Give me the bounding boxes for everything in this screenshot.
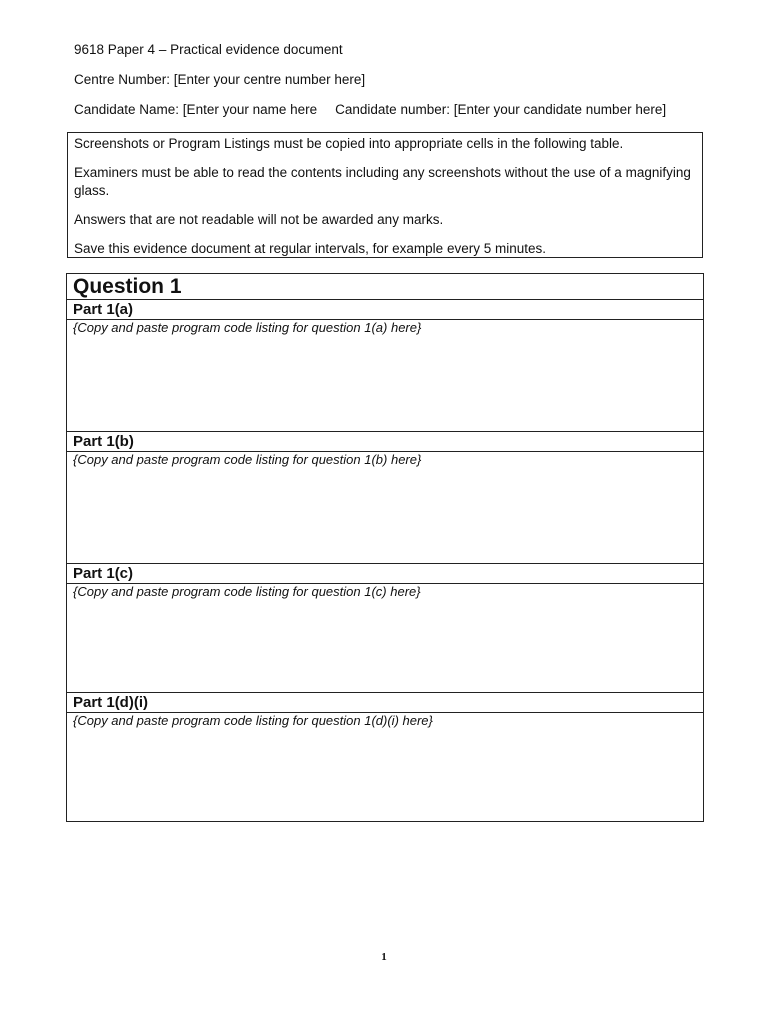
question-table: [66, 273, 704, 822]
instruction-text: Examiners must be able to read the contents including any screenshots without the use of a magnifying glass.: [74, 165, 691, 198]
answer-cell[interactable]: [67, 320, 703, 432]
answer-cell[interactable]: [67, 452, 703, 564]
instruction-text: Save this evidence document at regular intervals, for example every 5 minutes.: [74, 241, 546, 256]
centre-number-field[interactable]: Centre Number: [Enter your centre number here]: [74, 72, 366, 87]
question-title: Question 1: [67, 274, 703, 300]
answer-placeholder: {Copy and paste program code listing for question 1(b) here}: [73, 452, 422, 467]
part-label: Part 1(c): [67, 564, 703, 584]
answer-cell[interactable]: [67, 584, 703, 693]
instructions-box: [67, 132, 703, 258]
candidate-name-field[interactable]: Candidate Name: [Enter your name here: [74, 102, 318, 117]
page-number: 1: [381, 951, 387, 963]
instruction-text: Answers that are not readable will not be awarded any marks.: [74, 212, 444, 227]
candidate-details: [74, 102, 666, 118]
part-label: Part 1(d)(i): [67, 693, 703, 713]
instruction-text: Screenshots or Program Listings must be copied into appropriate cells in the following table.: [74, 136, 624, 151]
answer-placeholder: {Copy and paste program code listing for question 1(d)(i) here}: [73, 713, 433, 728]
candidate-number-field[interactable]: Candidate number: [Enter your candidate number here]: [335, 102, 667, 117]
document-title: 9618 Paper 4 – Practical evidence document: [74, 42, 343, 57]
part-label: Part 1(b): [67, 432, 703, 452]
part-label: Part 1(a): [67, 300, 703, 320]
answer-placeholder: {Copy and paste program code listing for question 1(c) here}: [73, 584, 421, 599]
answer-placeholder: {Copy and paste program code listing for question 1(a) here}: [73, 320, 422, 335]
answer-cell[interactable]: [67, 713, 703, 821]
